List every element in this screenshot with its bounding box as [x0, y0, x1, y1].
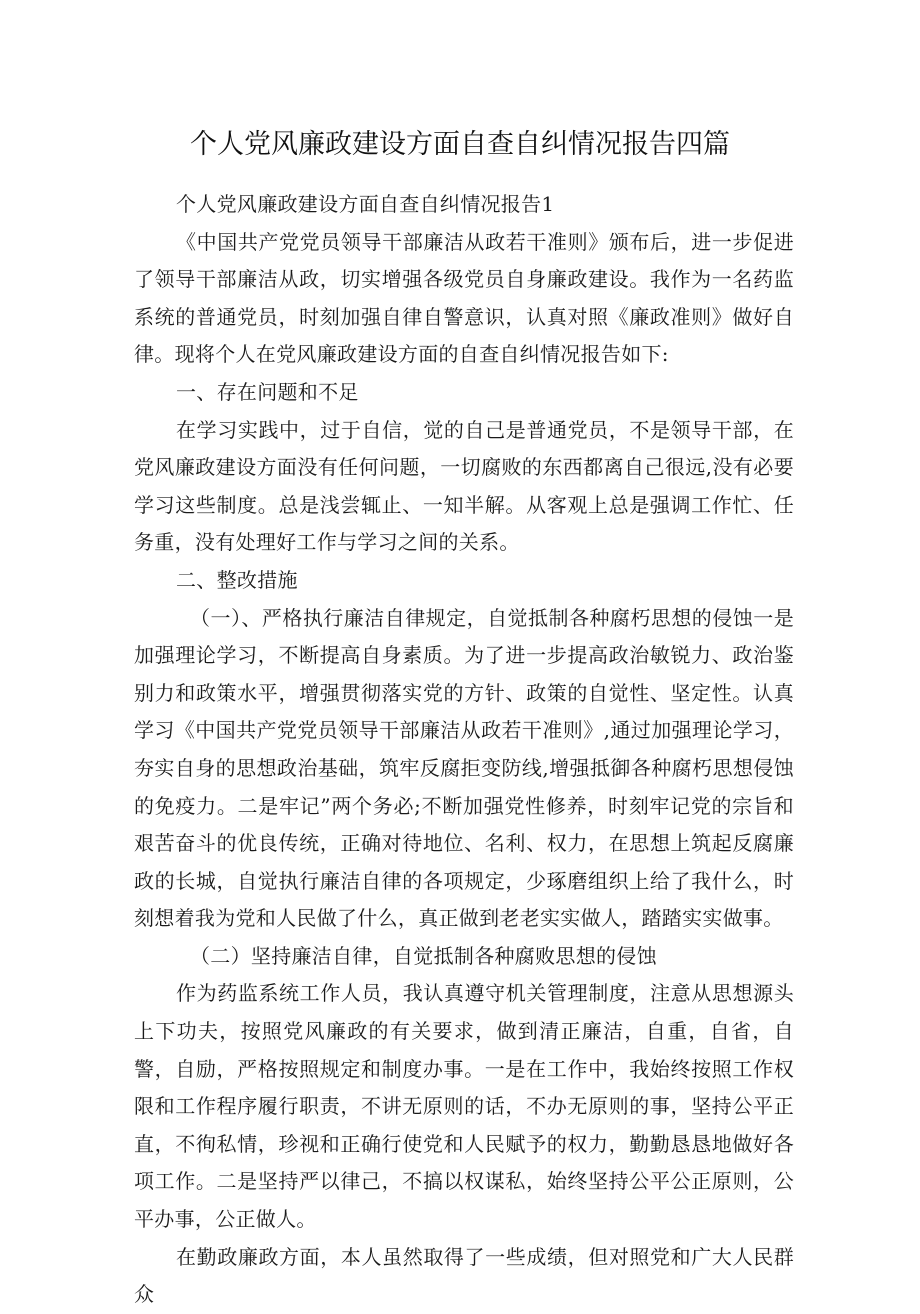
- section-heading-measures: 二、整改措施: [176, 567, 298, 592]
- section-heading-problems: 一、存在问题和不足: [176, 379, 359, 404]
- measure-2-heading: （二）坚持廉洁自律，自觉抵制各种腐败思想的侵蚀: [190, 943, 657, 968]
- intro-paragraph: 《中国共产党党员领导干部廉洁从政若干准则》颁布后，进一步促进了领导干部廉洁从政，切实增强各级党员自身廉政建设。我作为一名药监系统的普通党员，时刻加强自律自警意识，认真对照《廉政准则》做好自律。现将个人在党风廉政建设方面的自查自纠情况报告如下:: [134, 229, 794, 367]
- measure-1-paragraph: （一）、严格执行廉洁自律规定，自觉抵制各种腐朽思想的侵蚀一是加强理论学习，不断提高自身素质。为了进一步提高政治敏锐力、政治鉴别力和政策水平，增强贯彻落实党的方针、政策的自觉性、坚定性。认真学习《中国共产党党员领导干部廉洁从政若干准则》,通过加强理论学习，夯实自身的思想政治基础，筑牢反腐拒变防线,增强抵御各种腐朽思想侵蚀的免疫力。二是牢记”两个务必;不断加强党性修养，时刻牢记党的宗旨和艰苦奋斗的优良传统，正确对待地位、名利、权力，在思想上筑起反腐廉政的长城，自觉执行廉洁自律的各项规定，少琢磨组织上给了我什么，时刻想着我为党和人民做了什么，真正做到老老实实做人，踏踏实实做事。: [134, 605, 794, 931]
- document-title: 个人党风廉政建设方面自查自纠情况报告四篇: [190, 129, 730, 160]
- report-subtitle: 个人党风廉政建设方面自查自纠情况报告1: [176, 192, 555, 216]
- measure-2-paragraph: 作为药监系统工作人员，我认真遵守机关管理制度，注意从思想源头上下功夫，按照党风廉政的有关要求，做到清正廉洁，自重，自省，自警，自励，严格按照规定和制度办事。一是在工作中，我始终按照工作权限和工作程序履行职责，不讲无原则的话，不办无原则的事，坚持公平正直，不徇私情，珍视和正确行使党和人民赋予的权力，勤勤恳恳地做好各项工作。二是坚持严以律己，不搞以权谋私，始终坚持公平公正原则，公平办事，公正做人。: [134, 981, 794, 1232]
- closing-paragraph: 在勤政廉政方面，本人虽然取得了一些成绩，但对照党和广大人民群众: [134, 1244, 794, 1307]
- problems-paragraph: 在学习实践中，过于自信，觉的自己是普通党员，不是领导干部，在党风廉政建设方面没有任何问题，一切腐败的东西都离自己很远,没有必要学习这些制度。总是浅尝辄止、一知半解。从客观上总是强调工作忙、任务重，没有处理好工作与学习之间的关系。: [134, 417, 794, 555]
- document-body: [134, 186, 794, 1314]
